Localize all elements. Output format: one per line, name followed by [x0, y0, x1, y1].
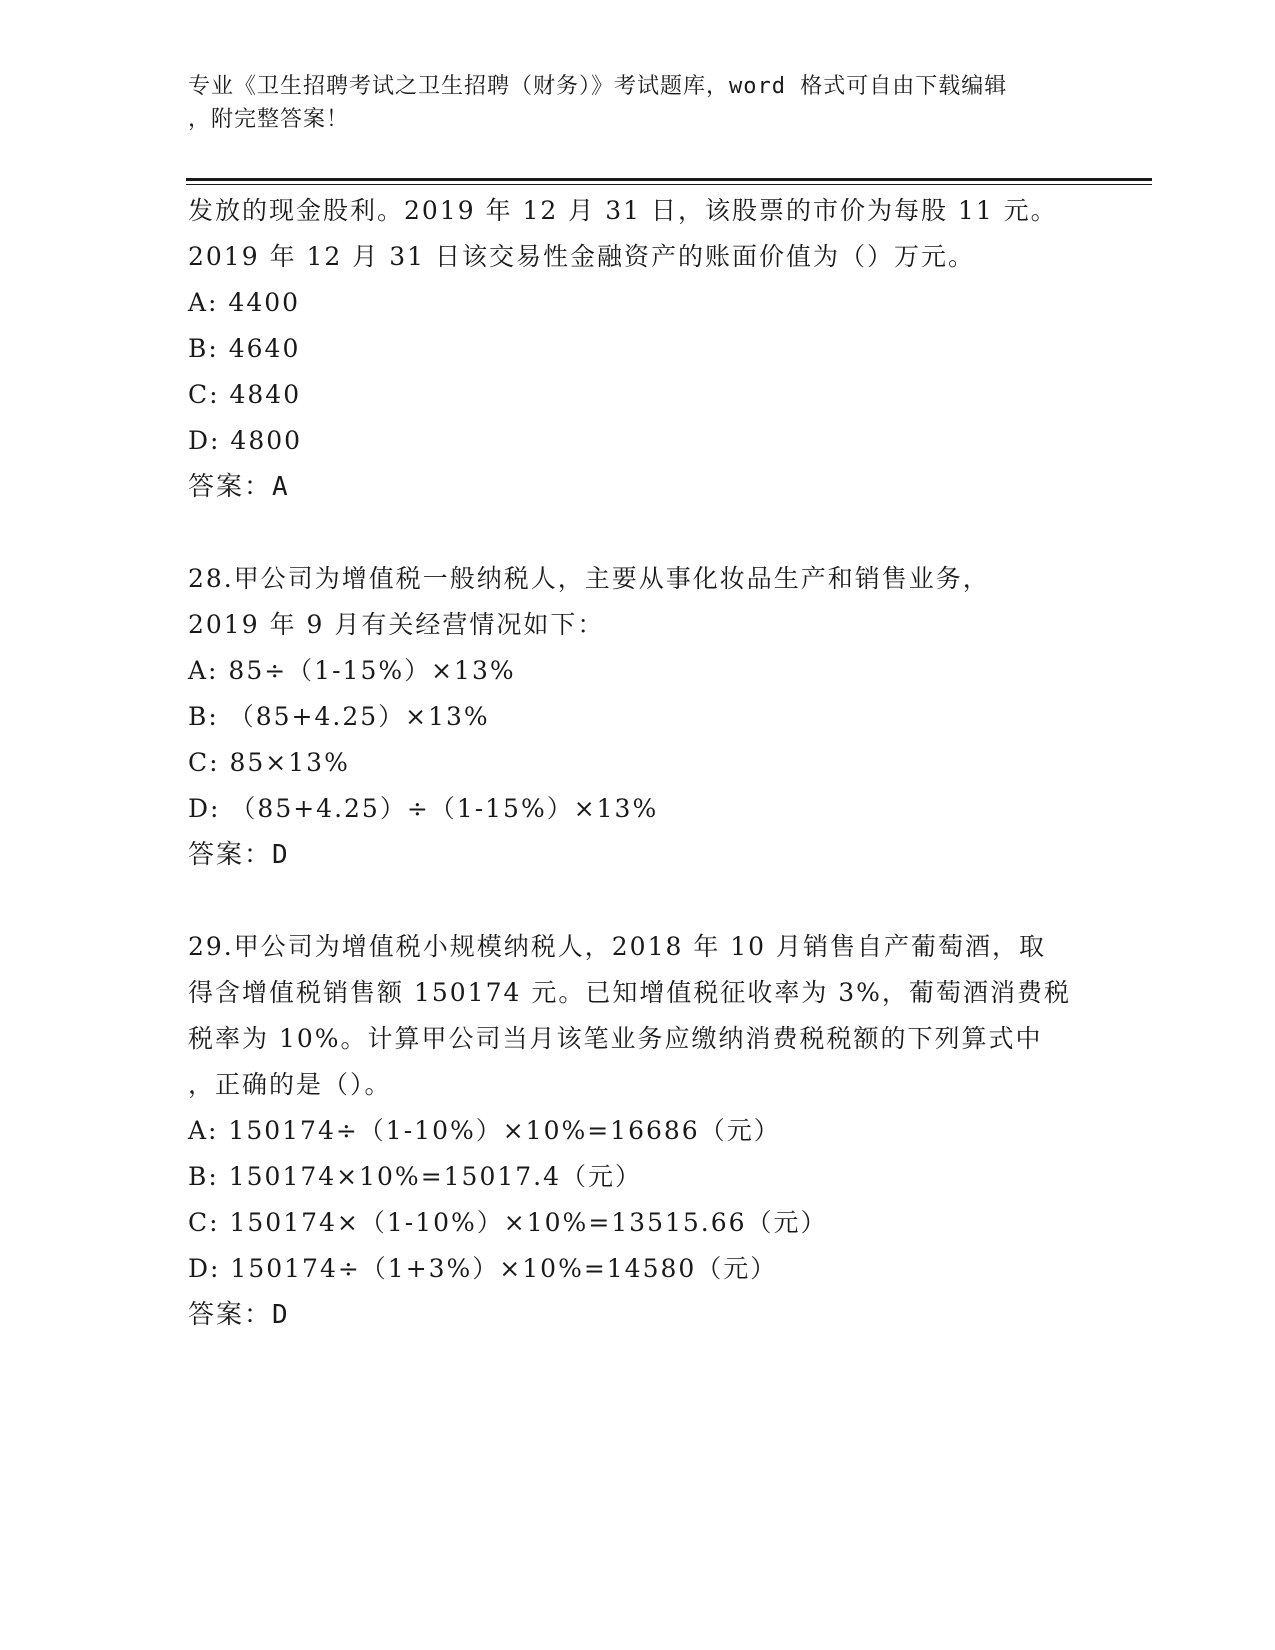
question-text: 税率为 10%。计算甲公司当月该笔业务应缴纳消费税税额的下列算式中	[188, 1024, 1043, 1053]
option-d: D: 4800	[188, 426, 303, 455]
question-29	[188, 924, 1108, 1338]
spacer	[188, 878, 1108, 924]
question-text: ，正确的是（）。	[188, 1070, 392, 1099]
option-c: C: 4840	[188, 380, 302, 409]
header-line-2: ，附完整答案！	[188, 107, 350, 132]
answer: 答案：A	[188, 472, 290, 502]
option-b: B: 150174×10%=15017.4（元）	[188, 1162, 643, 1191]
header-rule-thin	[186, 184, 1152, 185]
document-body	[188, 188, 1108, 1338]
option-c: C: 85×13%	[188, 748, 350, 777]
header-line-1: 专业《卫生招聘考试之卫生招聘（财务）》考试题库，word 格式可自由下载编辑	[188, 74, 1008, 99]
question-text: 2019 年 12 月 31 日该交易性金融资产的账面价值为（）万元。	[188, 242, 975, 271]
option-d: D: 150174÷（1+3%）×10%=14580（元）	[188, 1254, 778, 1283]
question-28	[188, 556, 1108, 878]
question-text: 得含增值税销售额 150174 元。已知增值税征收率为 3%，葡萄酒消费税	[188, 978, 1071, 1007]
option-b: B: （85+4.25）×13%	[188, 702, 490, 731]
question-text: 2019 年 9 月有关经营情况如下：	[188, 610, 605, 639]
header-rule-thick	[186, 178, 1152, 181]
question-text: 发放的现金股利。2019 年 12 月 31 日，该股票的市价为每股 11 元。	[188, 196, 1058, 225]
option-c: C: 150174×（1-10%）×10%=13515.66（元）	[188, 1208, 828, 1237]
option-a: A: 4400	[188, 288, 301, 317]
option-d: D: （85+4.25）÷（1-15%）×13%	[188, 794, 659, 823]
answer: 答案：D	[188, 1300, 290, 1330]
spacer	[188, 510, 1108, 556]
question-text: 29.甲公司为增值税小规模纳税人，2018 年 10 月销售自产葡萄酒，取	[188, 932, 1047, 961]
answer: 答案：D	[188, 840, 290, 870]
question-27	[188, 188, 1108, 510]
document-header	[188, 70, 1088, 136]
option-a: A: 150174÷（1-10%）×10%=16686（元）	[188, 1116, 781, 1145]
option-a: A: 85÷（1-15%）×13%	[188, 656, 516, 685]
option-b: B: 4640	[188, 334, 301, 363]
question-text: 28.甲公司为增值税一般纳税人，主要从事化妆品生产和销售业务，	[188, 564, 990, 593]
